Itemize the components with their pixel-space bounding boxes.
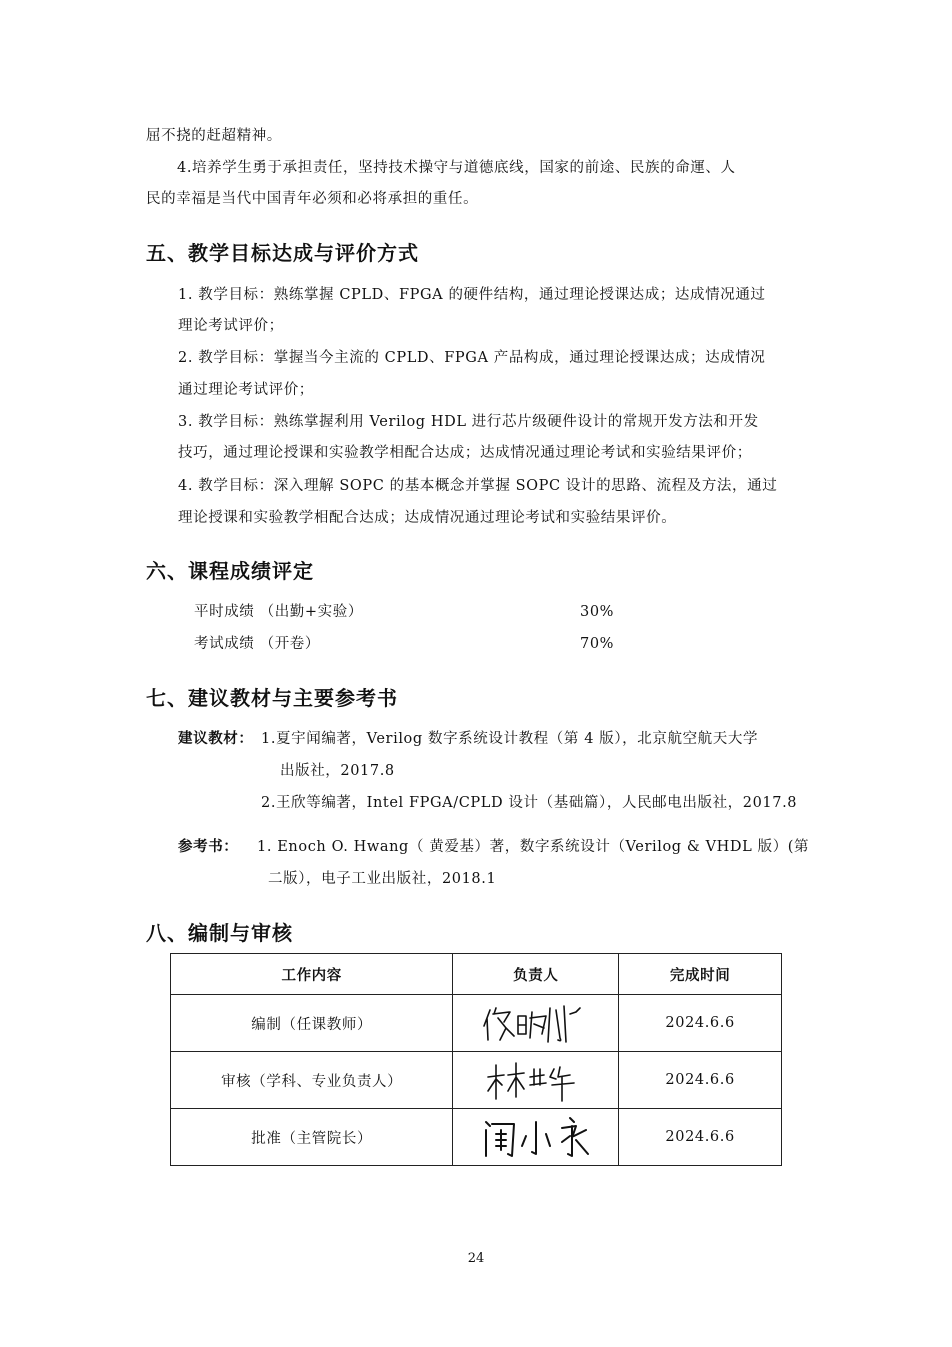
signature-cell (453, 995, 619, 1052)
section8-heading: 八、编制与审核 (146, 921, 293, 945)
column-header: 负责人 (453, 954, 619, 995)
section5-line: 1. 教学目标：熟练掌握 CPLD、FPGA 的硬件结构，通过理论授课达成；达成情况通过 (178, 287, 766, 303)
intro-item4-line2: 民的幸福是当代中国青年必须和必将承担的重任。 (146, 191, 479, 207)
textbook-2: 2.王欣等编著，Intel FPGA/CPLD 设计（基础篇），人民邮电出版社，2017.8 (261, 795, 798, 811)
section5-line: 3. 教学目标：熟练掌握利用 Verilog HDL 进行芯片级硬件设计的常规开发方法和开发 (178, 414, 759, 430)
reference-label: 参考书： (178, 838, 239, 855)
table-row (171, 1109, 782, 1166)
signature-cell (453, 1052, 619, 1109)
column-header: 工作内容 (171, 954, 453, 995)
reference-line2: 二版），电子工业出版社，2018.1 (268, 871, 497, 887)
textbook-1-line2: 出版社，2017.8 (280, 763, 395, 779)
table-header-row (171, 954, 782, 995)
grade-value: 70% (580, 636, 615, 652)
date-cell: 2024.6.6 (619, 1109, 782, 1166)
date-cell: 2024.6.6 (619, 1052, 782, 1109)
section5-line: 理论考试评价； (178, 318, 284, 334)
intro-line: 屈不挠的赶超精神。 (146, 128, 282, 144)
section6-heading: 六、课程成绩评定 (146, 559, 314, 583)
table-row (171, 1052, 782, 1109)
task-cell: 批准（主管院长） (171, 1109, 453, 1166)
column-header: 完成时间 (619, 954, 782, 995)
section5-line: 理论授课和实验教学相配合达成；达成情况通过理论考试和实验结果评价。 (178, 510, 677, 526)
reference-line1: 1. Enoch O. Hwang（ 黄爱基）著，数字系统设计（Verilog & VHDL 版）(第 (257, 839, 810, 855)
signature-cell (453, 1109, 619, 1166)
section5-line: 4. 教学目标：深入理解 SOPC 的基本概念并掌握 SOPC 设计的思路、流程及方法，通过 (178, 478, 778, 494)
textbook-label: 建议教材： (178, 730, 254, 747)
section5-line: 2. 教学目标：掌握当今主流的 CPLD、FPGA 产品构成，通过理论授课达成；达成情况 (178, 350, 766, 366)
intro-item4-line1: 4.培养学生勇于承担责任，坚持技术操守与道德底线，国家的前途、民族的命運、人 (177, 160, 736, 176)
signature-image (476, 1112, 596, 1162)
page-number: 24 (467, 1251, 485, 1266)
date-cell: 2024.6.6 (619, 995, 782, 1052)
grade-label: 平时成绩 （出勤+实验） (194, 604, 363, 620)
grade-label: 考试成绩 （开卷） (194, 636, 321, 652)
signature-image (476, 1055, 596, 1105)
task-cell: 审核（学科、专业负责人） (171, 1052, 453, 1109)
review-table (170, 953, 782, 1166)
signature-image (476, 998, 596, 1048)
grade-value: 30% (580, 604, 615, 620)
section5-line: 通过理论考试评价； (178, 382, 314, 398)
task-cell: 编制（任课教师） (171, 995, 453, 1052)
section5-line: 技巧，通过理论授课和实验教学相配合达成；达成情况通过理论考试和实验结果评价； (178, 445, 752, 461)
section7-heading: 七、建议教材与主要参考书 (146, 686, 398, 710)
section5-heading: 五、教学目标达成与评价方式 (146, 241, 419, 265)
table-row (171, 995, 782, 1052)
textbook-1-line1: 1.夏宇闻编著，Verilog 数字系统设计教程（第 4 版），北京航空航天大学 (261, 731, 759, 747)
